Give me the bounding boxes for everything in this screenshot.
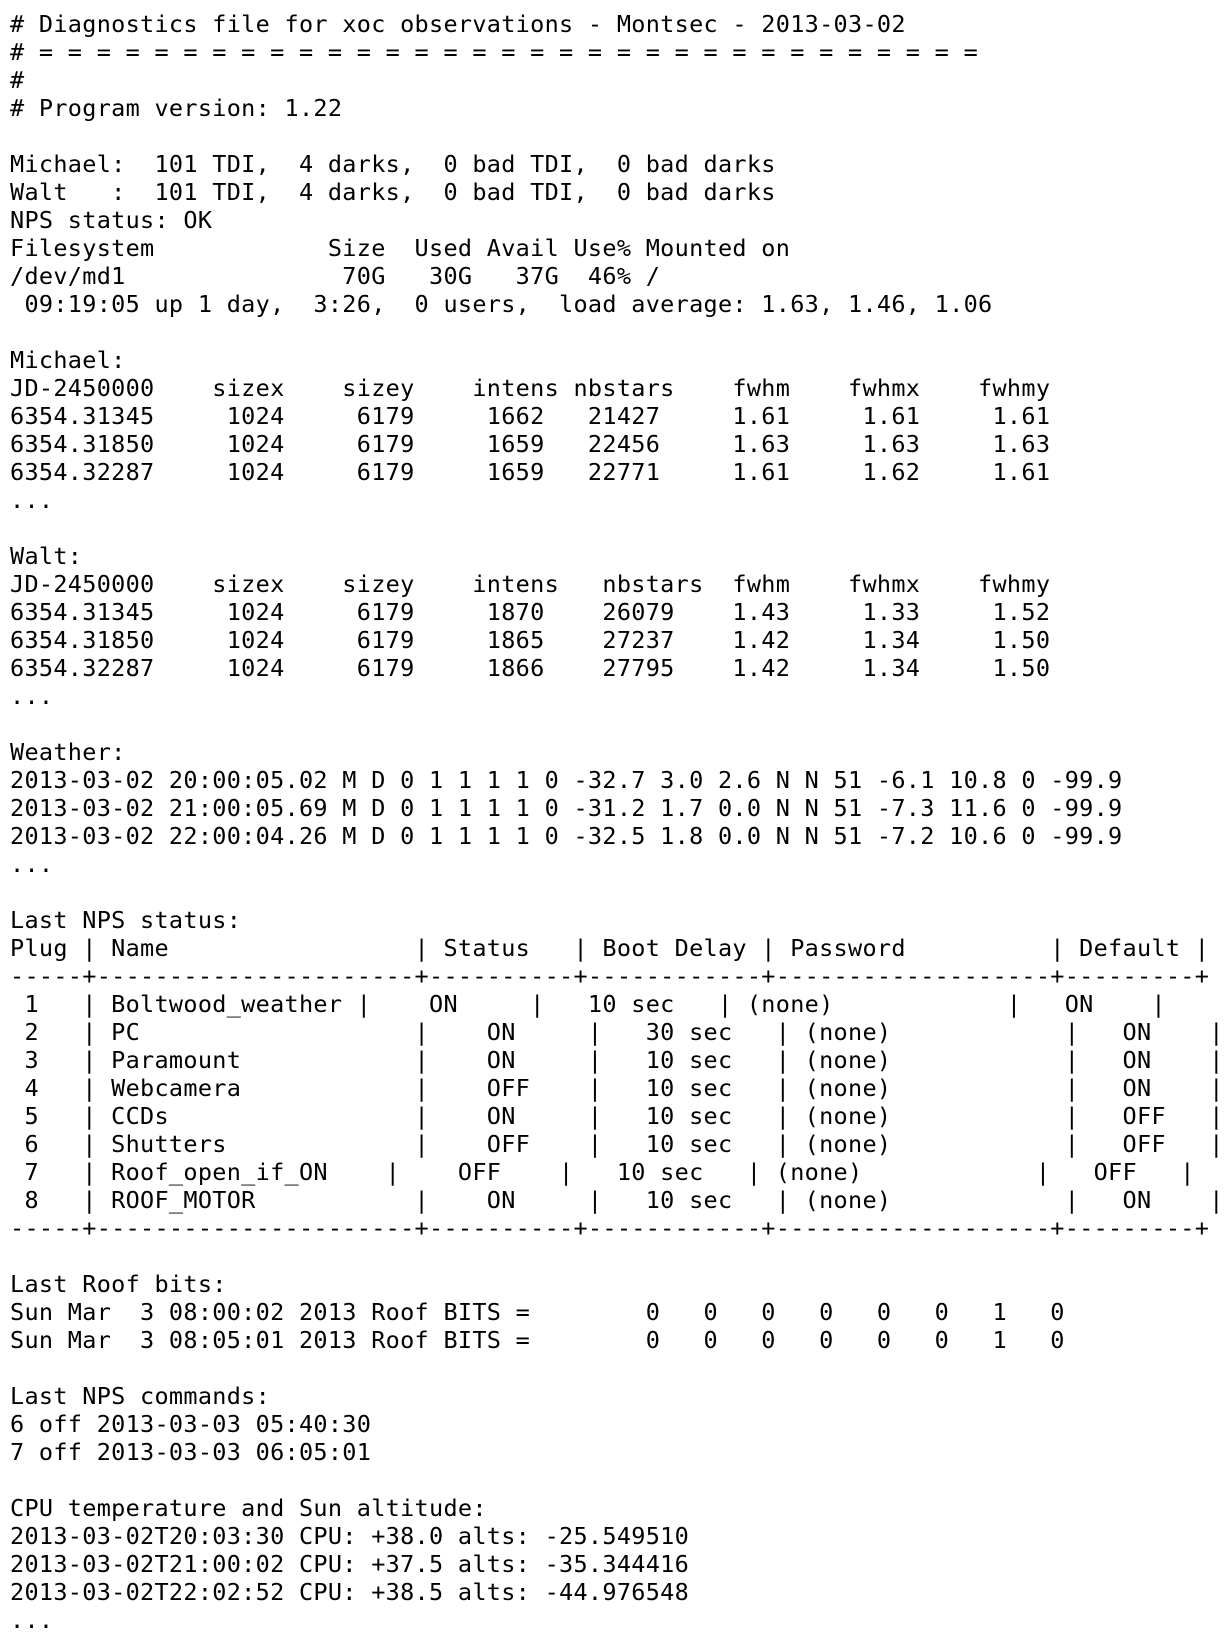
text-line: 7 off 2013-03-03 06:05:01: [10, 1438, 372, 1466]
text-line: 2013-03-02 20:00:05.02 M D 0 1 1 1 1 0 -32.7 3.0 2.6 N N 51 -6.1 10.8 0 -99.9: [10, 766, 1123, 794]
text-line: #: [10, 66, 25, 94]
text-line: [10, 1242, 1100, 1270]
text-line: 2013-03-02T22:02:52 CPU: +38.5 alts: -44.976548: [10, 1578, 690, 1606]
text-line: # = = = = = = = = = = = = = = = = = = = = = = = = = = = = = = = = =: [10, 38, 979, 66]
text-line: Last NPS commands:: [10, 1382, 271, 1410]
text-line: -----+----------------------+----------+------------+-------------------+---------+: [10, 1214, 1210, 1242]
text-line: 6 | Shutters | OFF | 10 sec | (none) | OFF |: [10, 1130, 1224, 1158]
text-line: [10, 878, 1100, 906]
text-line: Michael: 101 TDI, 4 darks, 0 bad TDI, 0 bad darks: [10, 150, 776, 178]
text-line: 2013-03-02T21:00:02 CPU: +37.5 alts: -35.344416: [10, 1550, 690, 1578]
text-line: Sun Mar 3 08:05:01 2013 Roof BITS = 0 0 0 0 0 0 1 0: [10, 1326, 1065, 1354]
text-line: 4 | Webcamera | OFF | 10 sec | (none) | ON |: [10, 1074, 1224, 1102]
text-line: [10, 514, 1100, 542]
text-line: # Program version: 1.22: [10, 94, 343, 122]
text-line: ...: [10, 1606, 54, 1634]
text-line: -----+----------------------+----------+------------+-------------------+---------+: [10, 962, 1210, 990]
text-line: 6354.31345 1024 6179 1870 26079 1.43 1.33 1.52: [10, 598, 1051, 626]
text-line: 2013-03-02T20:03:30 CPU: +38.0 alts: -25.549510: [10, 1522, 690, 1550]
text-line: 6354.31850 1024 6179 1865 27237 1.42 1.34 1.50: [10, 626, 1051, 654]
text-line: 2013-03-02 21:00:05.69 M D 0 1 1 1 1 0 -31.2 1.7 0.0 N N 51 -7.3 11.6 0 -99.9: [10, 794, 1123, 822]
text-line: 6354.31345 1024 6179 1662 21427 1.61 1.61 1.61: [10, 402, 1051, 430]
text-line: 6354.31850 1024 6179 1659 22456 1.63 1.63 1.63: [10, 430, 1051, 458]
text-line: 7 | Roof_open_if_ON | OFF | 10 sec | (none) | OFF |: [10, 1158, 1195, 1186]
text-line: [10, 122, 1100, 150]
text-line: [10, 318, 1100, 346]
text-line: Plug | Name | Status | Boot Delay | Password | Default |: [10, 934, 1210, 962]
text-line: CPU temperature and Sun altitude:: [10, 1494, 487, 1522]
text-line: /dev/md1 70G 30G 37G 46% /: [10, 262, 661, 290]
text-line: [10, 710, 1100, 738]
text-line: 1 | Boltwood_weather | ON | 10 sec | (none) | ON |: [10, 990, 1166, 1018]
text-line: 8 | ROOF_MOTOR | ON | 10 sec | (none) | ON |: [10, 1186, 1224, 1214]
text-line: Last NPS status:: [10, 906, 242, 934]
text-line: Walt:: [10, 542, 83, 570]
text-line: 5 | CCDs | ON | 10 sec | (none) | OFF |: [10, 1102, 1224, 1130]
text-line: 6354.32287 1024 6179 1866 27795 1.42 1.34 1.50: [10, 654, 1051, 682]
text-line: Walt : 101 TDI, 4 darks, 0 bad TDI, 0 bad darks: [10, 178, 776, 206]
text-line: 6 off 2013-03-03 05:40:30: [10, 1410, 372, 1438]
text-line: 3 | Paramount | ON | 10 sec | (none) | ON |: [10, 1046, 1224, 1074]
text-line: Sun Mar 3 08:00:02 2013 Roof BITS = 0 0 0 0 0 0 1 0: [10, 1298, 1065, 1326]
text-line: ...: [10, 850, 54, 878]
text-line: ...: [10, 486, 54, 514]
text-line: JD-2450000 sizex sizey intens nbstars fwhm fwhmx fwhmy: [10, 374, 1051, 402]
text-line: Weather:: [10, 738, 126, 766]
text-line: 2 | PC | ON | 30 sec | (none) | ON |: [10, 1018, 1224, 1046]
text-line: NPS status: OK: [10, 206, 213, 234]
text-line: JD-2450000 sizex sizey intens nbstars fwhm fwhmx fwhmy: [10, 570, 1051, 598]
text-line: # Diagnostics file for xoc observations - Montsec - 2013-03-02: [10, 10, 906, 38]
text-line: 6354.32287 1024 6179 1659 22771 1.61 1.62 1.61: [10, 458, 1051, 486]
text-line: [10, 1466, 1100, 1494]
text-line: 09:19:05 up 1 day, 3:26, 0 users, load average: 1.63, 1.46, 1.06: [10, 290, 993, 318]
text-line: Michael:: [10, 346, 126, 374]
text-line: 2013-03-02 22:00:04.26 M D 0 1 1 1 1 0 -32.5 1.8 0.0 N N 51 -7.2 10.6 0 -99.9: [10, 822, 1123, 850]
text-line: Filesystem Size Used Avail Use% Mounted on: [10, 234, 791, 262]
text-line: [10, 1354, 1100, 1382]
text-line: Last Roof bits:: [10, 1270, 227, 1298]
text-line: ...: [10, 682, 54, 710]
